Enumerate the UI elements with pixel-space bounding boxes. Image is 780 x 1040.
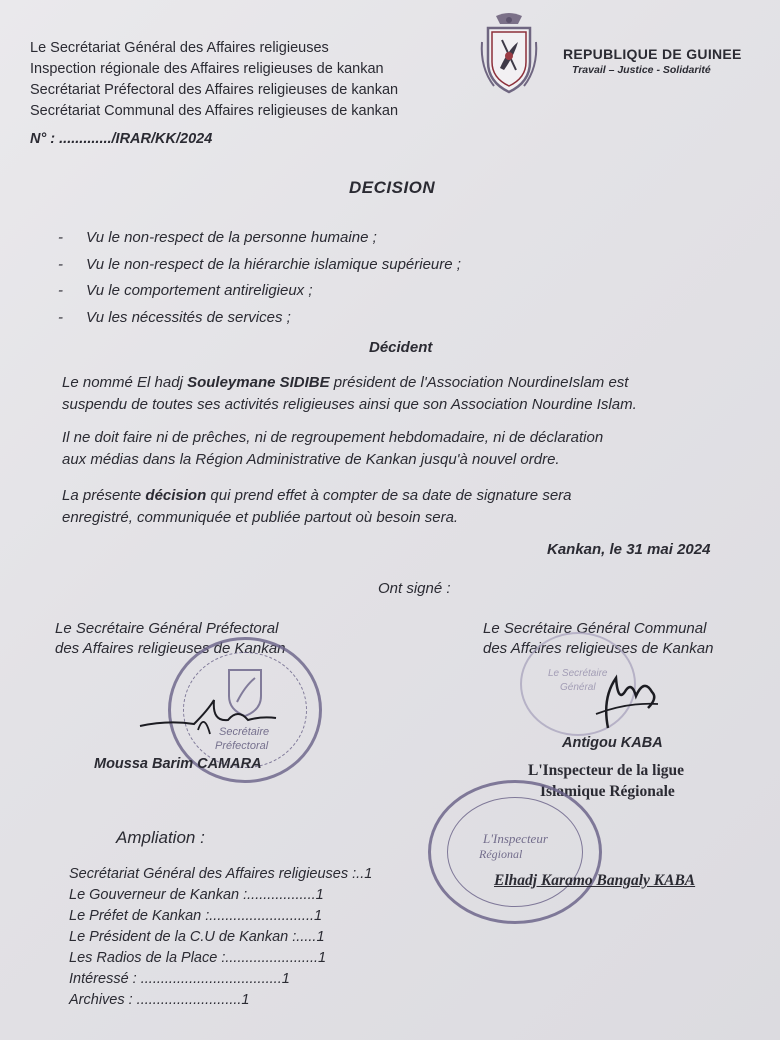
signatory-left-name: Moussa Barim CAMARA bbox=[94, 756, 262, 772]
ampliation-item: Les Radios de la Place :.......................1 bbox=[69, 950, 327, 966]
inspector-title-2: Islamique Régionale bbox=[540, 783, 675, 800]
ampliation-item: Le Président de la C.U de Kankan :.....1 bbox=[69, 929, 325, 945]
ampliation-item: Archives : ..........................1 bbox=[69, 992, 250, 1008]
consideration-item: - Vu le comportement antireligieux ; bbox=[58, 282, 313, 299]
issuer-line-1: Le Secrétariat Général des Affaires religieuses bbox=[30, 40, 329, 56]
consideration-item: - Vu le non-respect de la hiérarchie islamique supérieure ; bbox=[58, 255, 461, 273]
issuer-line-4: Secrétariat Communal des Affaires religieuses de kankan bbox=[30, 103, 399, 119]
signature-left bbox=[138, 690, 278, 740]
inspector-title-1: L'Inspecteur de la ligue bbox=[528, 762, 685, 779]
communal-stamp: Le Secrétaire Général bbox=[520, 632, 636, 736]
issuer-block bbox=[30, 38, 398, 122]
decision-heading: Décident bbox=[369, 339, 433, 356]
signatory-left-title: Le Secrétaire Général Préfectoral des Affaires religieuses de Kankan bbox=[55, 620, 286, 657]
republic-title: REPUBLIQUE DE GUINEE bbox=[563, 46, 742, 62]
signature-right bbox=[588, 668, 662, 734]
ampliation-item: Intéressé : ...................................1 bbox=[69, 971, 290, 987]
ampliation-item: Secrétariat Général des Affaires religieuses :..1 bbox=[69, 866, 373, 882]
decision-paragraph-2: Il ne doit faire ni de prêches, ni de regroupement hebdomadaire, ni de déclaration aux médias dans la Région Administrative de Kankan jusqu'à nouvel ordre. bbox=[62, 429, 604, 468]
inspector-stamp: L'Inspecteur Régional bbox=[428, 780, 602, 924]
prefectoral-stamp: Secrétaire Préfectoral bbox=[168, 637, 322, 783]
coat-of-arms-emblem bbox=[478, 12, 540, 98]
consideration-item: - Vu les nécessités de services ; bbox=[58, 308, 291, 326]
place-date: Kankan, le 31 mai 2024 bbox=[547, 541, 711, 558]
consideration-item: - Vu le non-respect de la personne humaine ; bbox=[58, 229, 377, 246]
issuer-line-3: Secrétariat Préfectoral des Affaires religieuses de kankan bbox=[30, 82, 399, 98]
signatory-right-title: Le Secrétaire Général Communal des Affaires religieuses de Kankan bbox=[483, 620, 714, 657]
signatory-right-name: Antigou KABA bbox=[562, 735, 663, 751]
ampliation-item: Le Gouverneur de Kankan :.................1 bbox=[69, 887, 324, 903]
decision-paragraph-3: La présente décision qui prend effet à compter de sa date de signature sera enregistré, communiquée et publiée partout où besoin sera. bbox=[62, 487, 572, 526]
signed-label: Ont signé : bbox=[378, 580, 451, 597]
issuer-line-2: Inspection régionale des Affaires religieuses de kankan bbox=[30, 61, 384, 77]
ampliation-list bbox=[69, 864, 372, 1011]
ampliation-item: Le Préfet de Kankan :..........................1 bbox=[69, 908, 323, 924]
reference-number: N° : ............./IRAR/KK/2024 bbox=[30, 131, 213, 147]
republic-motto: Travail – Justice - Solidarité bbox=[572, 64, 711, 76]
suspended-person-name: Souleymane SIDIBE bbox=[187, 374, 330, 391]
considerations-list bbox=[58, 225, 461, 331]
ampliation-heading: Ampliation : bbox=[116, 828, 205, 847]
decision-paragraph-1: Le nommé El hadj Souleymane SIDIBE président de l'Association NourdineIslam est suspendu de toutes ses activités religieuses ainsi que son Association Nourdine Islam. bbox=[62, 374, 637, 413]
inspector-name: Elhadj Karamo Bangaly KABA bbox=[494, 872, 696, 889]
document-title: DECISION bbox=[349, 178, 436, 197]
